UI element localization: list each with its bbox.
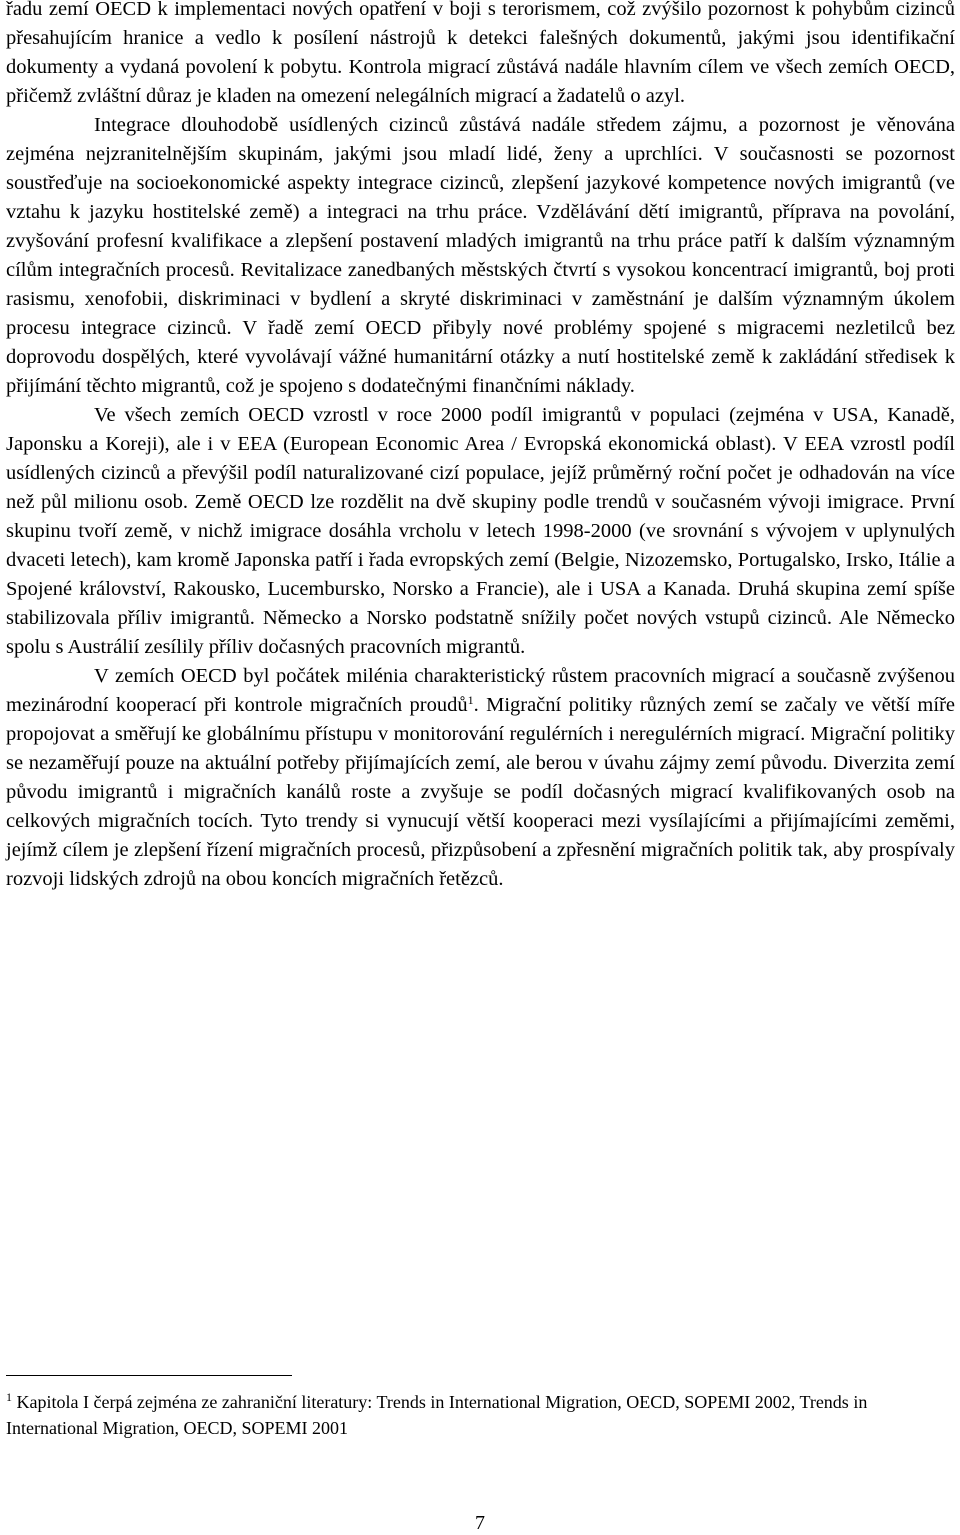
footnote-reference: 1: [467, 693, 474, 707]
paragraph-immigrant-share-growth: Ve všech zemích OECD vzrostl v roce 2000 podíl imigrantů v populaci (zejména v USA, Kanadě, Japonsku a Koreji), ale i v EEA (European Economic Area / Evropská ekonomická oblast). V EEA vzrostl podíl usídlených cizinců a převýšil podíl naturalizované cizí populace, jejíž průměrný roční počet je odhadován na více než půl milionu osob. Země OECD lze rozdělit na dvě skupiny podle trendů v současném vývoji imigrace. První skupinu tvoří země, v nichž imigrace dosáhla vrcholu v letech 1998-2000 (ve srovnání s vývojem v uplynulých dvaceti letech), kam kromě Japonska patří i řada evropských zemí (Belgie, Nizozemsko, Portugalsko, Irsko, Itálie a Spojené království, Rakousko, Lucembursko, Norsko a Francie), ale i USA a Kanada. Druhá skupina zemí spíše stabilizovala příliv imigrantů. Německo a Norsko podstatně snížily počet nových vstupů cizinců. Ale Německo spolu s Austrálií zesílily příliv dočasných pracovních migrantů.: [6, 404, 955, 658]
paragraph-text-after-footnote: . Migrační politiky různých zemí se začaly ve větší míře propojovat a směřují ke globálnímu přístupu v monitorování regulérních i neregulérních migrací. Migrační politiky se nezaměřují pouze na aktuální potřeby přijímajících zemí, ale berou v úvahu zájmy zemí původu. Diverzita zemí původu imigrantů i migračních kanálů roste a zvyšuje se podíl dočasných migrací kvalifikovaných osob na celkových migračních tocích. Tyto trendy si vynucují větší kooperaci mezi vysílajícími a přijímajícími zeměmi, jejímž cílem je zlepšení řízení migračních procesů, přizpůsobení a zpřesnění migračních politik tak, aby prospívaly rozvoji lidských zdrojů na obou koncích migračních řetězců.: [6, 694, 955, 890]
paragraph-text-before-footnote: V zemích OECD byl počátek milénia charakteristický růstem pracovních migrací a současně zvýšenou mezinárodní kooperací při kontrole migračních proudů: [6, 665, 955, 716]
footnote-marker: 1: [6, 1390, 12, 1404]
paragraph-integration-of-foreigners: Integrace dlouhodobě usídlených cizinců zůstává nadále středem zájmu, a pozornost je věnována zejména nejzranitelnějším skupinám, jakými jsou mladí lidé, ženy a uprchlíci. V současnosti se pozornost soustřeďuje na socioekonomické aspekty integrace cizinců, zlepšení jazykové kompetence nových imigrantů (ve vztahu k jazyku hostitelské země) a integraci na trhu práce. Vzdělávání dětí imigrantů, příprava na povolání, zvyšování profesní kvalifikace a zlepšení postavení mladých imigrantů na trhu práce patří k dalším významným cílům integračních procesů. Revitalizace zanedbaných městských čtvrtí s vysokou koncentrací imigrantů, boj proti rasismu, xenofobii, diskriminaci v bydlení a skryté diskriminaci v zaměstnání je dalším významným úkolem procesu integrace cizinců. V řadě zemí OECD přibyly nové problémy spojené s migracemi nezletilců bez doprovodu dospělých, které vyvolávají vážné humanitární otázky a nutí hostitelské země k zakládání středisek k přijímání těchto migrantů, což je spojeno s dodatečnými finančními náklady.: [6, 114, 955, 397]
document-body: [6, 0, 955, 894]
page-number: 7: [475, 1512, 485, 1534]
footnote-separator: [6, 1375, 292, 1376]
footnote: [6, 1389, 955, 1441]
footnote-text: Kapitola I čerpá zejména ze zahraniční literatury: Trends in International Migration, OECD, SOPEMI 2002, Trends in International Migration, OECD, SOPEMI 2001: [6, 1392, 868, 1438]
paragraph-oecd-terrorism-measures: řadu zemí OECD k implementaci nových opatření v boji s terorismem, což zvýšilo pozornost k pohybům cizinců přesahujícím hranice a vedlo k posílení nástrojů k detekci falešných dokumentů, jakými jsou identifikační dokumenty a vydaná povolení k pobytu. Kontrola migrací zůstává nadále hlavním cílem ve všech zemích OECD, přičemž zvláštní důraz je kladen na omezení nelegálních migrací a žadatelů o azyl.: [6, 0, 955, 107]
paragraph-labour-migration-cooperation: [6, 662, 955, 894]
